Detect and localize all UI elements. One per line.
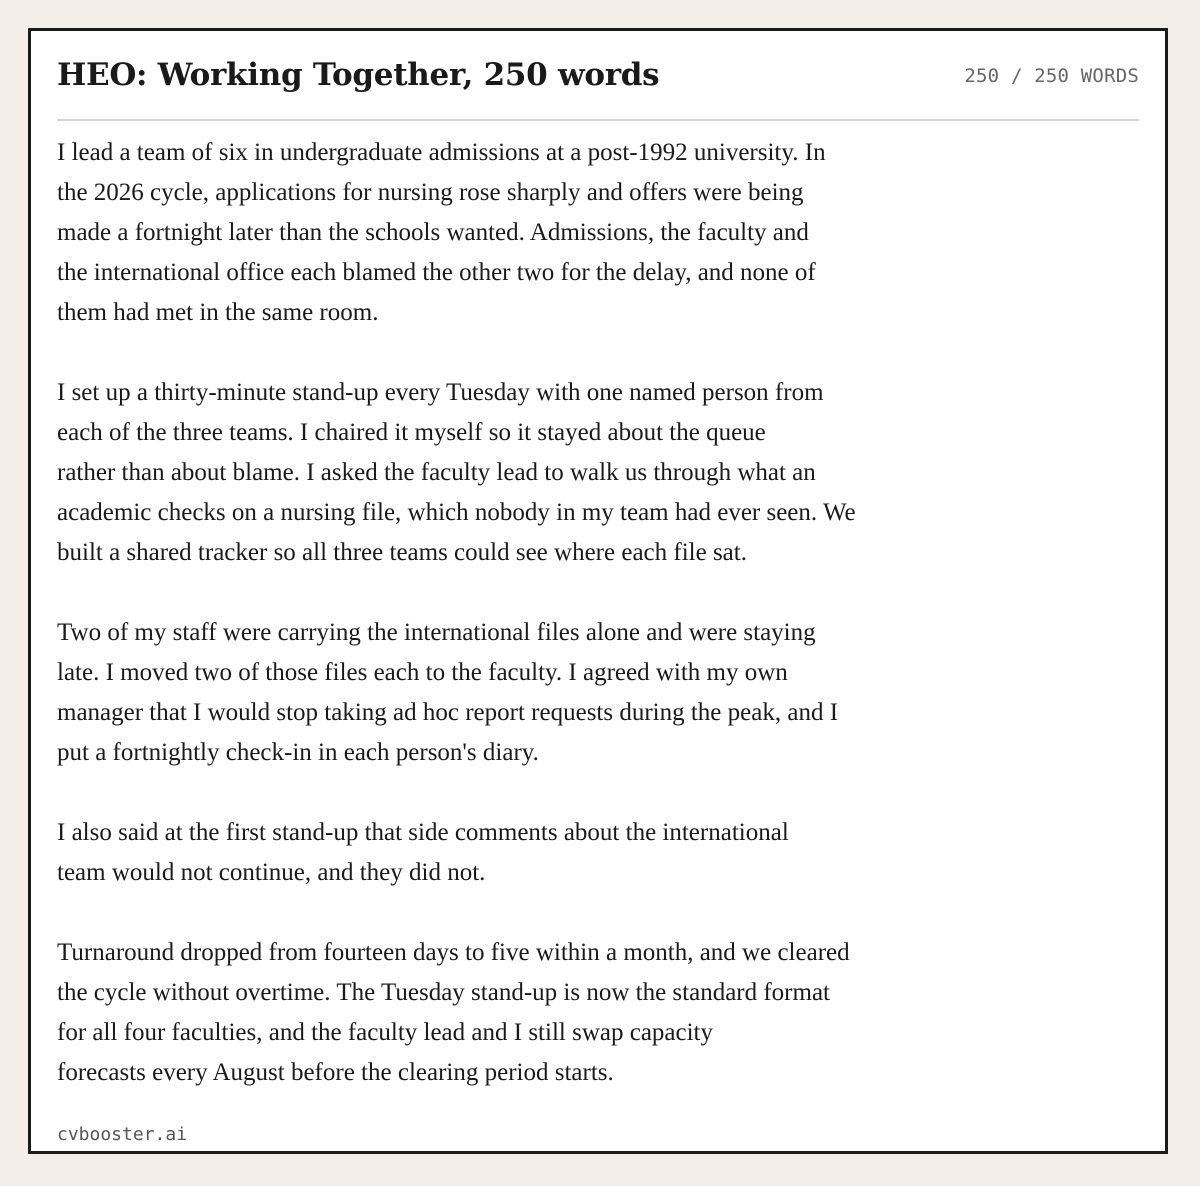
paragraph: Turnaround dropped from fourteen days to five within a month, and we cleared the cycle without overtime. The Tuesday stand-up is now the standard format for all four faculties, and the faculty lead and I still swap capacity forecasts every August before the clearing period starts. [57, 939, 850, 1086]
footer-brand: cvbooster.ai [57, 1124, 188, 1145]
paragraph: I also said at the first stand-up that side comments about the international team would not continue, and they did not. [57, 819, 789, 886]
document-body [57, 133, 1017, 1133]
paragraph: I set up a thirty-minute stand-up every Tuesday with one named person from each of the three teams. I chaired it myself so it stayed about the queue rather than about blame. I asked the faculty lead to walk us through what an academic checks on a nursing file, which nobody in my team had ever seen. We built a shared tracker so all three teams could see where each file sat. [57, 379, 856, 566]
document-card [28, 28, 1168, 1154]
paragraph: Two of my staff were carrying the international files alone and were staying late. I moved two of those files each to the faculty. I agreed with my own manager that I would stop taking ad hoc report requests during the peak, and I put a fortnightly check-in in each person's diary. [57, 619, 839, 766]
document-header [57, 51, 1139, 121]
word-count-badge: 250 / 250 WORDS [964, 65, 1139, 87]
paragraph: I lead a team of six in undergraduate admissions at a post-1992 university. In the 2026 cycle, applications for nursing rose sharply and offers were being made a fortnight later than the schools wanted. Admissions, the faculty and the international office each blamed the other two for the delay, and none of them had met in the same room. [57, 139, 826, 326]
document-title: HEO: Working Together, 250 words [57, 57, 660, 93]
